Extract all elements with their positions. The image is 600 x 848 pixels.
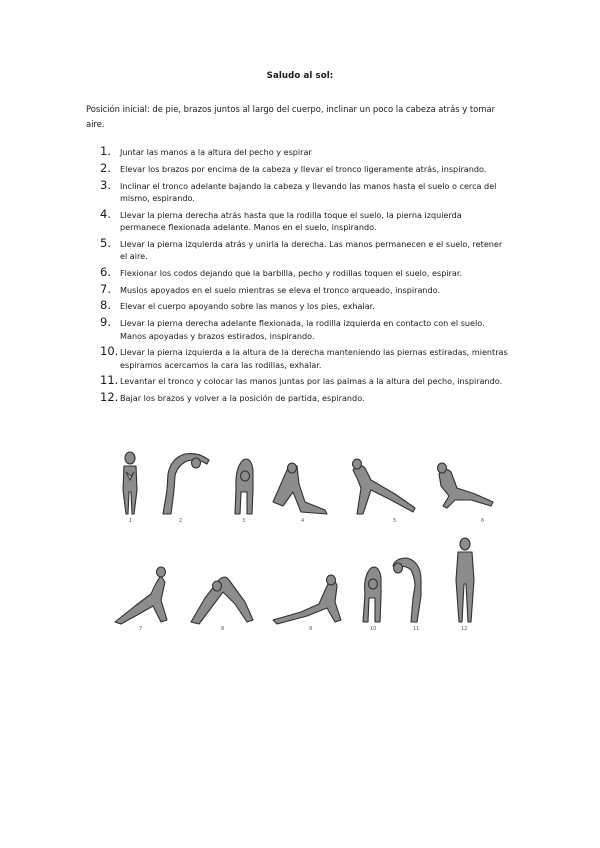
- list-item: [100, 283, 510, 296]
- pose-label: 12: [461, 626, 468, 632]
- pose-figure-4: [273, 463, 327, 524]
- step-text: Muslos apoyados en el suelo mientras se eleva el tronco arqueado, inspirando.: [120, 284, 441, 295]
- pose-figure-12: [456, 538, 474, 632]
- pose-figure-2: [163, 454, 209, 524]
- step-text: Elevar el cuerpo apoyando sobre las manos y los pies, exhalar.: [120, 301, 375, 312]
- document-title: Saludo al sol:: [266, 71, 334, 81]
- pose-label: 4: [301, 518, 305, 524]
- pose-label: 8: [221, 626, 225, 632]
- pose-label: 5: [393, 518, 397, 524]
- step-text: Llevar la pierna izquierda atrás y unirla la derecha. Las manos permanecen e el suelo, retener el aire.: [120, 238, 503, 262]
- sun-salutation-illustration: [95, 430, 515, 640]
- step-number: 11.: [100, 373, 119, 388]
- steps-list: [100, 145, 510, 408]
- pose-label: 10: [370, 626, 377, 632]
- list-item: [100, 237, 510, 263]
- step-number: 1.: [100, 144, 111, 158]
- pose-figure-11: [393, 558, 421, 632]
- step-number: 7.: [100, 281, 111, 296]
- step-text: Levantar el tronco y colocar las manos juntas por las palmas a la altura del pecho, inspirando.: [120, 376, 503, 387]
- step-text: Juntar las manos a la altura del pecho y espirar: [120, 147, 312, 157]
- list-item: [100, 391, 510, 404]
- intro-paragraph: Posición inicial: de pie, brazos juntos al largo del cuerpo, inclinar un poco la cabeza atrás y tomar aire.: [86, 104, 496, 129]
- list-item: [100, 316, 510, 342]
- step-number: 12.: [100, 390, 119, 405]
- pose-figure-3: [235, 459, 253, 524]
- list-item: [100, 145, 510, 158]
- step-number: 4.: [100, 206, 111, 221]
- pose-figure-8: [191, 577, 253, 632]
- pose-figure-1: [123, 452, 137, 524]
- pose-figure-7: [115, 567, 167, 632]
- pose-figure-10: [363, 567, 381, 632]
- step-text: Llevar la pierna izquierda a la altura de la derecha manteniendo las piernas estiradas, mientras espiramos acercamos la cara las rodillas, exhalar.: [120, 347, 508, 370]
- pose-label: 6: [481, 518, 485, 524]
- step-number: 9.: [100, 315, 111, 330]
- step-number: 2.: [100, 160, 111, 175]
- step-number: 8.: [100, 298, 111, 313]
- step-text: Elevar los brazos por encima de la cabeza y llevar el tronco ligeramente atrás, inspirando.: [120, 163, 487, 174]
- step-number: 3.: [100, 177, 111, 192]
- step-text: Llevar la pierna derecha atrás hasta que la rodilla toque el suelo, la pierna izquierda permanece flexionada adelante. Manos en el suelo, inspirando.: [120, 209, 462, 232]
- list-item: [100, 179, 510, 205]
- pose-figure-5: [353, 459, 416, 524]
- step-number: 5.: [100, 235, 111, 250]
- list-item: [100, 345, 510, 371]
- pose-label: 7: [139, 626, 143, 632]
- step-number: 6.: [100, 264, 111, 279]
- list-item: [100, 162, 510, 175]
- pose-label: 1: [129, 518, 133, 524]
- step-text: Flexionar los codos dejando que la barbilla, pecho y rodillas toquen el suelo, espirar.: [120, 267, 463, 278]
- step-text: Inclinar el tronco adelante bajando la cabeza y llevando las manos hasta el suelo o cerca del mismo, espirando.: [120, 180, 497, 203]
- pose-label: 3: [242, 518, 246, 524]
- pose-label: 9: [309, 626, 313, 632]
- list-item: [100, 266, 510, 279]
- pose-figure-6: [438, 463, 494, 524]
- pose-figure-9: [273, 575, 341, 632]
- list-item: [100, 299, 510, 312]
- step-text: Bajar los brazos y volver a la posición de partida, espirando.: [120, 393, 365, 404]
- step-number: 10.: [100, 344, 119, 359]
- step-text: Llevar la pierna derecha adelante flexionada, la rodilla izquierda en contacto con el suelo. Manos apoyadas y brazos estirados, inspirando.: [120, 318, 485, 341]
- pose-label: 2: [179, 518, 183, 524]
- sun-salutation-figures: [95, 430, 515, 640]
- pose-label: 11: [413, 626, 420, 632]
- list-item: [100, 374, 510, 387]
- list-item: [100, 208, 510, 234]
